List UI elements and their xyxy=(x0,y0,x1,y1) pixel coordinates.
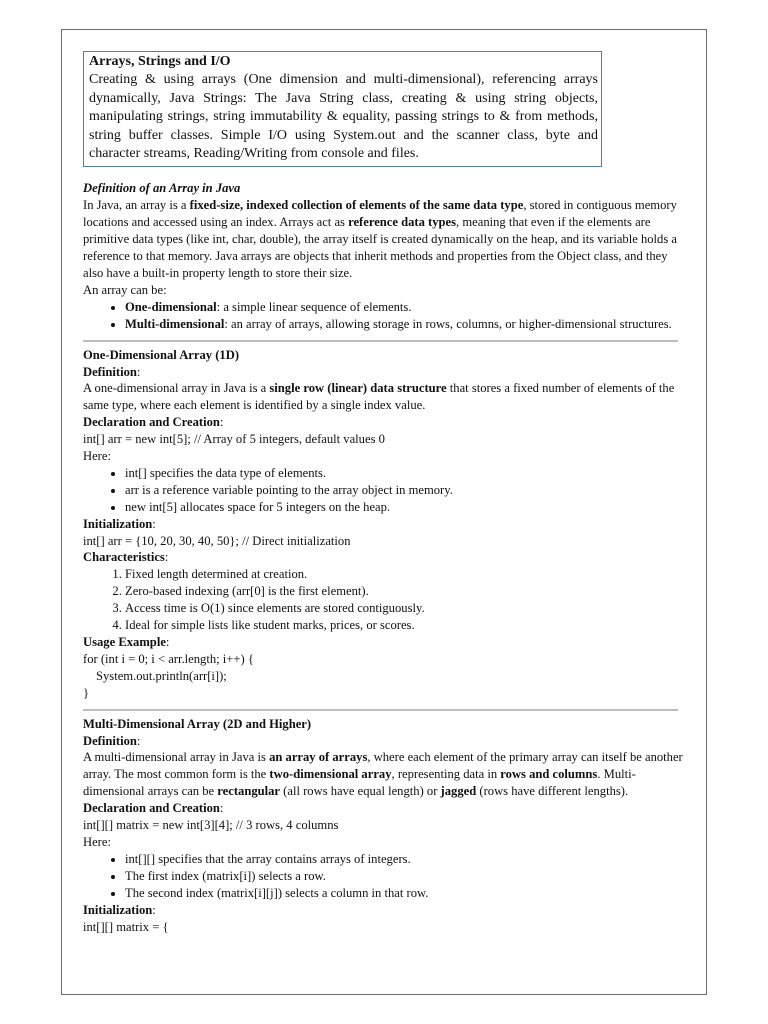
multi-d-title: Multi-Dimensional Array (2D and Higher) xyxy=(83,716,312,731)
usage-code-line: } xyxy=(83,685,90,700)
list-item: 3. Access time is O(1) since elements are stored contiguously. xyxy=(125,600,689,617)
definition-paragraph: In Java, an array is a fixed-size, indexed collection of elements of the same data type, stored in contiguous memory locations and accessed using an index. Arrays act as reference data types, meaning that even if the elements are primitive data types (like int, char, double), the array itself is created dynamically on the heap, and its variable holds a reference to that memory. Java arrays are objects that inherit methods and properties from the Object class, and they also have a built-in property length to store their size. xyxy=(83,198,677,280)
one-d-usage-label: Usage Example: xyxy=(83,635,170,649)
one-d-declaration-code: int[] arr = new int[5]; // Array of 5 integers, default values 0 xyxy=(83,432,385,447)
definition-title: Definition of an Array in Java xyxy=(83,181,241,196)
usage-code-line: System.out.println(arr[i]); xyxy=(96,668,227,683)
one-d-here-list xyxy=(83,465,689,516)
page-content xyxy=(83,51,689,935)
syllabus-title: Arrays, Strings and I/O xyxy=(89,54,231,69)
list-item: • int[][] specifies that the array contains arrays of integers. xyxy=(125,851,689,868)
list-item: 4. Ideal for simple lists like student marks, prices, or scores. xyxy=(125,617,689,634)
multi-d-initialization-label: Initialization: xyxy=(83,902,156,917)
syllabus-box xyxy=(83,51,602,167)
multi-d-here-list xyxy=(83,851,689,902)
section-divider xyxy=(83,709,678,711)
list-item: • int[] specifies the data type of elements. xyxy=(125,465,689,482)
one-d-characteristics-label: Characteristics: xyxy=(83,550,169,565)
multi-d-here: Here: xyxy=(83,834,111,849)
list-item: • The second index (matrix[i][j]) selects a column in that row. xyxy=(125,885,689,902)
one-d-initialization-label: Initialization: xyxy=(83,516,156,531)
section-divider xyxy=(83,340,678,342)
one-d-definition-text: A one-dimensional array in Java is a single row (linear) data structure that stores a fixed number of elements of the same type, where each element is identified by a single index value. xyxy=(83,381,675,413)
multi-d-initialization-code: int[][] matrix = { xyxy=(83,919,169,934)
one-d-initialization-code: int[] arr = {10, 20, 30, 40, 50}; // Direct initialization xyxy=(83,533,351,548)
list-item: • One-dimensional: a simple linear sequence of elements. xyxy=(125,299,689,316)
list-item: 1. Fixed length determined at creation. xyxy=(125,566,689,583)
one-d-declaration-label: Declaration and Creation: xyxy=(83,415,224,430)
multi-d-declaration-label: Declaration and Creation: xyxy=(83,801,224,816)
multi-d-declaration-code: int[][] matrix = new int[3][4]; // 3 rows, 4 columns xyxy=(83,818,339,833)
document-page xyxy=(61,29,707,995)
one-d-here: Here: xyxy=(83,449,111,464)
array-kinds-list xyxy=(83,299,689,333)
list-item: 2. Zero-based indexing (arr[0] is the first element). xyxy=(125,583,689,600)
list-item: • Multi-dimensional: an array of arrays, allowing storage in rows, columns, or higher-dimensional structures. xyxy=(125,316,689,333)
one-d-characteristics-list xyxy=(83,566,689,634)
list-item: • arr is a reference variable pointing to the array object in memory. xyxy=(125,482,689,499)
list-item: • new int[5] allocates space for 5 integers on the heap. xyxy=(125,499,689,516)
multi-d-definition-label: Definition: xyxy=(83,733,141,748)
one-d-definition-label: Definition: xyxy=(83,364,141,379)
array-kinds-intro: An array can be: xyxy=(83,282,167,297)
usage-code-line: for (int i = 0; i < arr.length; i++) { xyxy=(83,651,254,666)
list-item: • The first index (matrix[i]) selects a row. xyxy=(125,868,689,885)
one-d-title: One-Dimensional Array (1D) xyxy=(83,347,240,362)
syllabus-body: Creating & using arrays (One dimension and multi-dimensional), referencing arrays dynamically, Java Strings: The Java String class, creating & using string objects, manipulating strings, string immutability & equality, passing strings to & from methods, string buffer classes. Simple I/O using System.out and the scanner class, byte and character streams, Reading/Writing from console and files. xyxy=(89,72,598,162)
multi-d-definition-text: A multi-dimensional array in Java is an array of arrays, where each element of the primary array can itself be another array. The most common form is the two-dimensional array, representing data in rows and columns. Multi-dimensional arrays can be rectangular (all rows have equal length) or jagged (rows have different lengths). xyxy=(83,750,683,799)
